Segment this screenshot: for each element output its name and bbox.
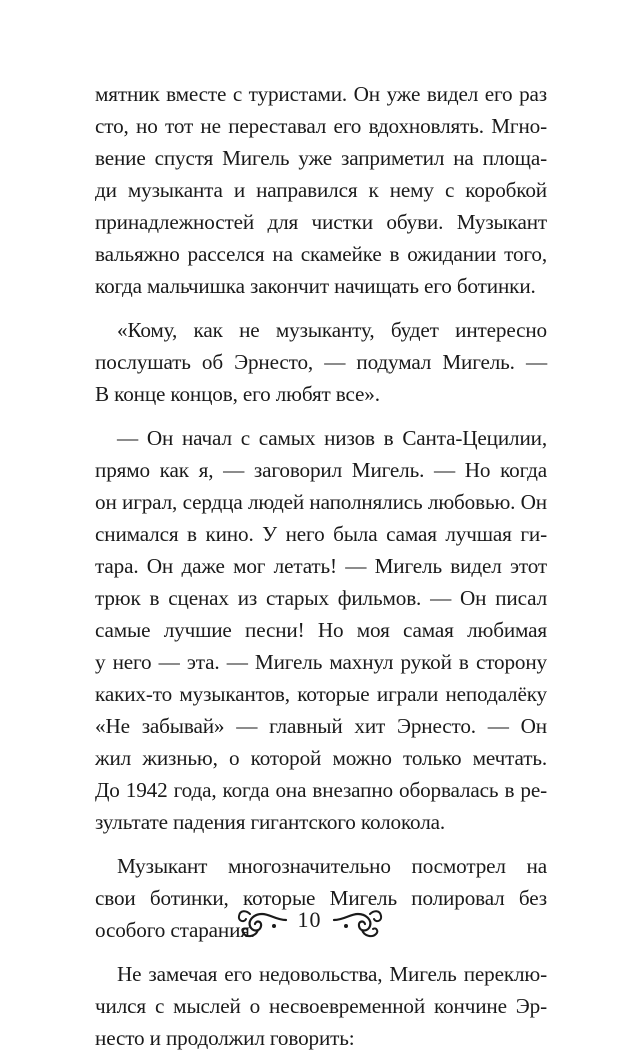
text-line: Не замечая его недовольства, Мигель переклю-	[117, 962, 547, 986]
text-line: самые лучшие песни! Но моя самая любимая	[95, 618, 547, 642]
text-line: тара. Он даже мог летать! — Мигель видел этот	[95, 554, 547, 578]
text-line: особого старания.	[95, 918, 256, 942]
text-line: он играл, сердца людей наполнялись любовью. Он	[95, 490, 547, 514]
paragraph-gap	[95, 410, 547, 422]
text-line: у него — эта. — Мигель махнул рукой в сторону	[95, 650, 547, 674]
text-line: сто, но тот не переставал его вдохновлять. Мгно-	[95, 114, 547, 138]
paragraph	[95, 314, 547, 410]
text-line: «Не забывай» — главный хит Эрнесто. — Он	[95, 714, 547, 738]
text-line: мятник вместе с туристами. Он уже видел его раз	[95, 82, 547, 106]
text-line: жил жизнью, о которой можно только мечтать.	[95, 746, 547, 770]
page-number: 10	[297, 907, 322, 932]
text-line: вение спустя Мигель уже заприметил на площа-	[95, 146, 547, 170]
text-line: несто и продолжил говорить:	[95, 1026, 355, 1050]
paragraph-gap	[95, 302, 547, 314]
text-line: трюк в сценах из старых фильмов. — Он писал	[95, 586, 547, 610]
paragraph	[95, 78, 547, 302]
right-flourish-icon	[332, 900, 384, 940]
text-line: снимался в кино. У него была самая лучшая ги-	[95, 522, 547, 546]
paragraph-gap	[95, 838, 547, 850]
text-line: — Он начал с самых низов в Санта-Цецилии,	[117, 426, 547, 450]
text-line: принадлежностей для чистки обуви. Музыкант	[95, 210, 547, 234]
text-line: когда мальчишка закончит начищать его ботинки.	[95, 274, 536, 298]
text-line: ди музыканта и направился к нему с коробкой	[95, 178, 547, 202]
paragraph-gap	[95, 946, 547, 958]
text-line: чился с мыслей о несвоевременной кончине Эр-	[95, 994, 547, 1018]
page-folio	[0, 896, 619, 944]
text-line: вальяжно расселся на скамейке в ожидании того,	[95, 242, 547, 266]
text-line: послушать об Эрнесто, — подумал Мигель. —	[95, 350, 547, 374]
left-flourish-icon	[236, 900, 288, 940]
text-line: До 1942 года, когда она внезапно оборвалась в ре-	[95, 778, 547, 802]
text-line: свои ботинки, которые Мигель полировал без	[95, 886, 547, 910]
text-line: «Кому, как не музыканту, будет интересно	[117, 318, 547, 342]
text-line: прямо как я, — заговорил Мигель. — Но когда	[95, 458, 547, 482]
text-line: каких-то музыкантов, которые играли неподалёку	[95, 682, 547, 706]
paragraph	[95, 422, 547, 838]
text-line: зультате падения гигантского колокола.	[95, 810, 446, 834]
text-line: Музыкант многозначительно посмотрел на	[117, 854, 547, 878]
text-line: В конце концов, его любят все».	[95, 382, 380, 406]
paragraph	[95, 958, 547, 1054]
